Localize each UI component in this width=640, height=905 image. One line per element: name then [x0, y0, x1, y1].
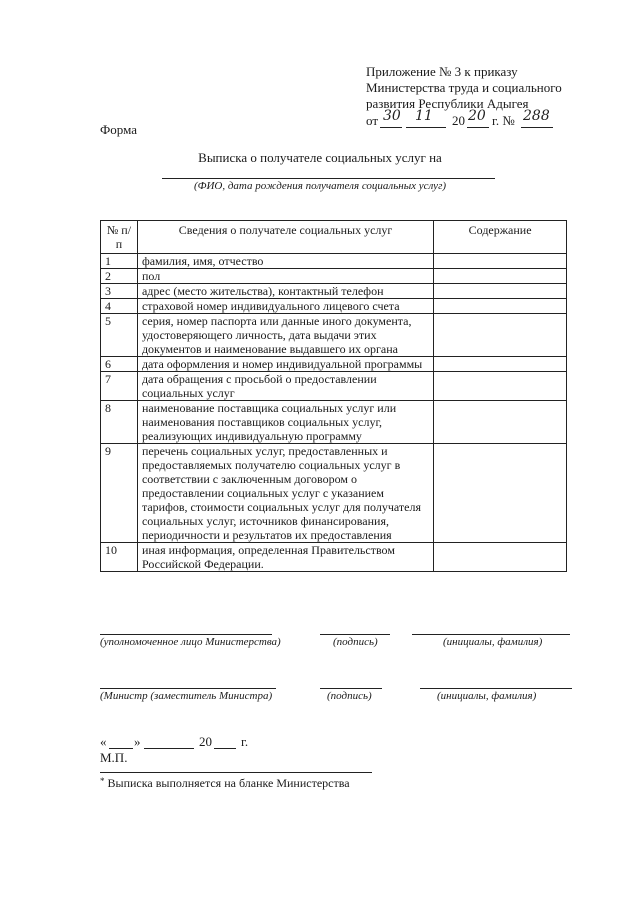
row-value[interactable]	[434, 401, 567, 444]
row-number: 3	[101, 284, 138, 299]
row-value[interactable]	[434, 372, 567, 401]
date-prefix: от	[366, 113, 379, 128]
date-close-quote: »	[134, 734, 141, 749]
row-number: 2	[101, 269, 138, 284]
handwritten-day: 30	[383, 108, 401, 124]
row-text: дата оформления и номер индивидуальной программы	[137, 357, 433, 372]
document-title: Выписка о получателе социальных услуг на	[198, 150, 442, 165]
column-header-number: № п/п	[101, 221, 138, 254]
row-value[interactable]	[434, 543, 567, 572]
date-year-suffix: г.	[241, 734, 249, 749]
column-header-content: Содержание	[434, 221, 567, 254]
row-value[interactable]	[434, 269, 567, 284]
table-row	[101, 543, 567, 572]
row-text: серия, номер паспорта или данные иного документа, удостоверяющего личность, дата выдачи этих документов и наименование выдавшего их органа	[137, 314, 433, 357]
order-number-label: г. №	[492, 113, 515, 128]
row-number: 6	[101, 357, 138, 372]
row-number: 10	[101, 543, 138, 572]
row-text: адрес (место жительства), контактный телефон	[137, 284, 433, 299]
table-row	[101, 372, 567, 401]
row-value[interactable]	[434, 299, 567, 314]
table-row	[101, 269, 567, 284]
column-header-info: Сведения о получателе социальных услуг	[137, 221, 433, 254]
row-value[interactable]	[434, 284, 567, 299]
table-row	[101, 254, 567, 269]
form-label: Форма	[100, 122, 137, 137]
row-value[interactable]	[434, 254, 567, 269]
title-caption: (ФИО, дата рождения получателя социальных услуг)	[193, 180, 447, 192]
row-text: пол	[137, 269, 433, 284]
table-row	[101, 444, 567, 543]
authorized-person-caption: (уполномоченное лицо Министерства)	[100, 636, 281, 648]
signature-caption-2: (подпись)	[327, 690, 372, 702]
minister-caption: (Министр (заместитель Министра)	[100, 690, 273, 702]
order-reference-line-3: развития Республики Адыгея	[366, 96, 529, 111]
row-text: наименование поставщика социальных услуг или наименования поставщиков социальных услуг, реализующих индивидуальную программу	[137, 401, 433, 444]
row-text: перечень социальных услуг, предоставленных и предоставляемых получателю социальных услуг в соответствии с заключенным договором о предоставлении социальных услуг с указанием тарифов, стоимости социальных услуг для получателя социальных услуг, источников финансирования, периодичности и результатов их предоставления	[137, 444, 433, 543]
row-number: 4	[101, 299, 138, 314]
table-row	[101, 314, 567, 357]
footnote-text: Выписка выполняется на бланке Министерства	[107, 776, 350, 790]
handwritten-year: 20	[468, 108, 486, 124]
row-number: 1	[101, 254, 138, 269]
order-reference-line-2: Министерства труда и социального	[366, 80, 562, 95]
handwritten-order-number: 288	[523, 108, 550, 124]
stamp-label: М.П.	[100, 750, 128, 765]
date-year-prefix: 20	[452, 113, 465, 128]
row-value[interactable]	[434, 314, 567, 357]
table-row	[101, 299, 567, 314]
row-text: иная информация, определенная Правительством Российской Федерации.	[137, 543, 433, 572]
row-value[interactable]	[434, 357, 567, 372]
footnote: * Выписка выполняется на бланке Министерства	[100, 776, 350, 790]
date-open-quote: «	[100, 734, 107, 749]
table-row	[101, 284, 567, 299]
name-caption-2: (инициалы, фамилия)	[437, 690, 537, 702]
order-reference-block	[366, 64, 606, 130]
row-value[interactable]	[434, 444, 567, 543]
signature-caption-1: (подпись)	[333, 636, 378, 648]
row-text: фамилия, имя, отчество	[137, 254, 433, 269]
table-row	[101, 401, 567, 444]
row-number: 5	[101, 314, 138, 357]
row-text: страховой номер индивидуального лицевого счета	[137, 299, 433, 314]
row-number: 7	[101, 372, 138, 401]
table-header-row	[101, 221, 567, 254]
order-date-line	[366, 108, 606, 130]
row-number: 8	[101, 401, 138, 444]
name-caption-1: (инициалы, фамилия)	[443, 636, 543, 648]
row-text: дата обращения с просьбой о предоставлении социальных услуг	[137, 372, 433, 401]
table-row	[101, 357, 567, 372]
order-reference-line-1: Приложение № 3 к приказу	[366, 64, 518, 79]
recipient-info-table	[100, 220, 567, 572]
row-number: 9	[101, 444, 138, 543]
date-year-prefix-blank: 20	[199, 734, 212, 749]
handwritten-month: 11	[415, 108, 433, 124]
